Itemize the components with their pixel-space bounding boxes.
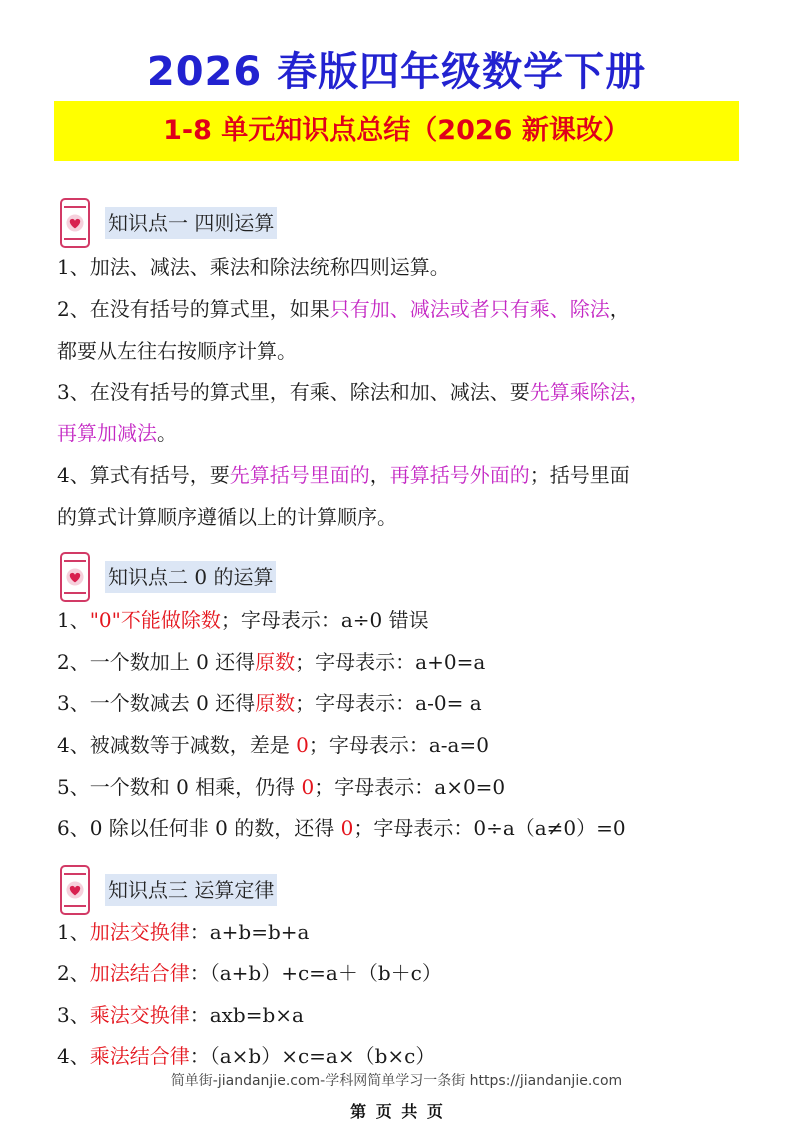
highlight-text: 先算括号里面的 xyxy=(229,463,370,487)
list-item: 1、"0"不能做除数；字母表示：a÷0 错误 xyxy=(57,608,429,632)
section-title: 知识点三 运算定律 xyxy=(105,874,277,906)
heart-icon xyxy=(66,568,84,586)
highlight-text: 乘法交换律 xyxy=(89,1003,190,1027)
highlight-text: 先算乘除法， xyxy=(529,380,650,404)
list-item: 1、加法交换律：a+b=b+a xyxy=(57,920,310,944)
highlight-text: 只有加、减法或者只有乘、除法 xyxy=(329,297,610,321)
highlight-text: 加法交换律 xyxy=(89,920,190,944)
list-item-continued: 再算加减法。 xyxy=(57,421,177,445)
section-title: 知识点一 四则运算 xyxy=(105,207,277,239)
heart-icon xyxy=(66,214,84,232)
highlight-text: 乘法结合律 xyxy=(89,1044,190,1068)
list-item: 3、乘法交换律：axb=b×a xyxy=(57,1003,304,1027)
list-item: 4、算式有括号，要先算括号里面的，再算括号外面的；括号里面 xyxy=(57,463,630,487)
list-item: 2、一个数加上 0 还得原数；字母表示：a+0=a xyxy=(57,650,486,674)
highlight-text: 再算括号外面的 xyxy=(389,463,530,487)
highlight-text: 0 xyxy=(301,775,315,799)
highlight-text: "0"不能做除数 xyxy=(89,608,221,632)
highlight-text: 加法结合律 xyxy=(89,961,190,985)
list-item: 6、0 除以任何非 0 的数，还得 0；字母表示：0÷a（a≠0）=0 xyxy=(57,816,626,840)
list-item: 5、一个数和 0 相乘，仍得 0；字母表示：a×0=0 xyxy=(57,775,506,799)
heart-phone-icon xyxy=(60,865,90,915)
list-item: 4、被减数等于减数，差是 0；字母表示：a-a=0 xyxy=(57,733,489,757)
list-item: 3、一个数减去 0 还得原数；字母表示：a-0= a xyxy=(57,691,482,715)
list-item: 3、在没有括号的算式里，有乘、除法和加、减法、要先算乘除法， xyxy=(57,380,650,404)
highlight-text: 原数 xyxy=(255,691,296,715)
highlight-text: 原数 xyxy=(255,650,296,674)
subtitle-banner: 1-8 单元知识点总结（2026 新课改） xyxy=(54,101,739,161)
list-item-continued: 的算式计算顺序遵循以上的计算顺序。 xyxy=(57,505,397,529)
list-item: 2、在没有括号的算式里，如果只有加、减法或者只有乘、除法， xyxy=(57,297,630,321)
section-title: 知识点二 0 的运算 xyxy=(105,561,276,593)
list-item-continued: 都要从左往右按顺序计算。 xyxy=(57,339,297,363)
heart-phone-icon xyxy=(60,198,90,248)
page-title: 2026 春版四年级数学下册 xyxy=(146,49,647,95)
list-item: 1、加法、减法、乘法和除法统称四则运算。 xyxy=(57,255,450,279)
highlight-text: 再算加减法 xyxy=(57,421,157,445)
list-item: 2、加法结合律：（a+b）+c=a＋（b＋c） xyxy=(57,961,442,985)
heart-phone-icon xyxy=(60,552,90,602)
list-item: 4、乘法结合律：（a×b）×c=a×（b×c） xyxy=(57,1044,436,1068)
highlight-text: 0 xyxy=(296,733,309,757)
highlight-text: 0 xyxy=(340,816,354,840)
footer-watermark: 简单街-jiandanjie.com-学科网简单学习一条街 https://jiandanjie.com xyxy=(170,1073,623,1089)
heart-icon xyxy=(66,881,84,899)
page-number: 第 页 共 页 xyxy=(350,1102,443,1121)
